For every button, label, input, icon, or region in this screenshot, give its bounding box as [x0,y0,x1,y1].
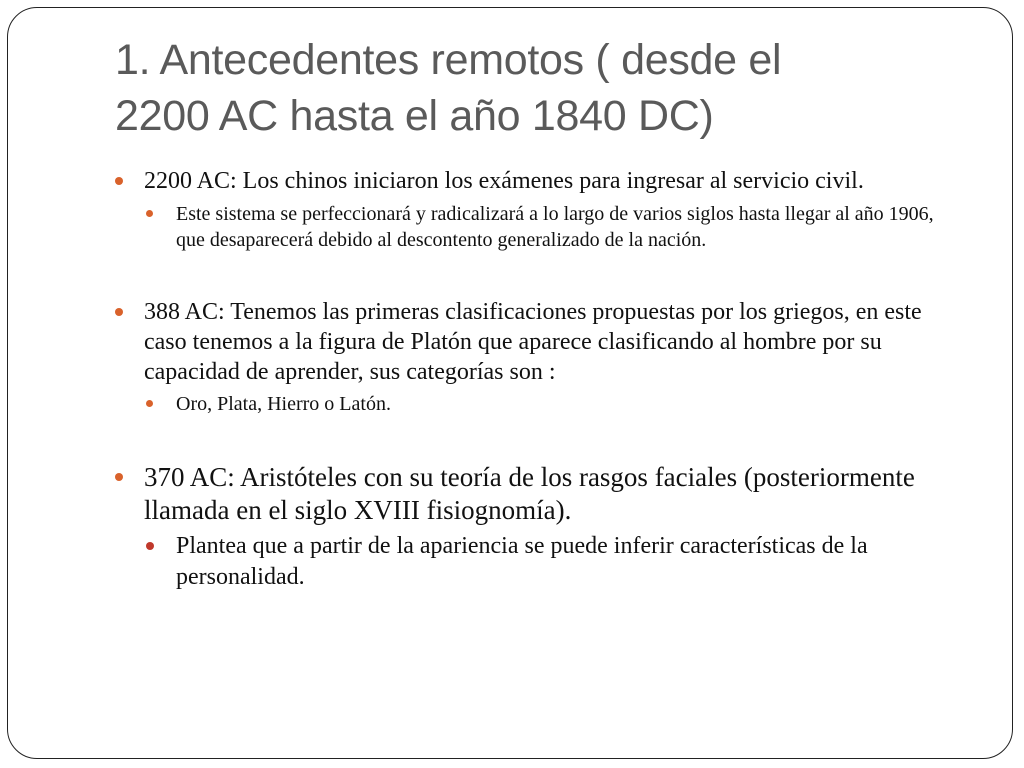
bullet-icon [115,473,123,481]
bullet-text: 370 AC: Aristóteles con su teoría de los rasgos faciales (posteriormente llamada en el siglo XVIII fisiognomía). [144,462,915,525]
title-line-2: 2200 AC hasta el año 1840 DC) [115,92,714,140]
sub-bullet-text: Este sistema se perfeccionará y radicalizará a lo largo de varios siglos hasta llegar al año 1906, que desaparecerá debido al descontento generalizado de la nación. [176,203,934,251]
bullet-icon [115,177,123,185]
slide-title [115,32,975,144]
sub-bullet-icon [146,542,154,550]
bullet-item-388ac [112,297,962,387]
sub-bullet-text: Plantea que a partir de la apariencia se puede inferir características de la personalidad. [176,533,868,590]
slide-body [112,166,962,593]
sub-bullet-icon [146,400,153,407]
sub-bullet-text: Oro, Plata, Hierro o Latón. [176,393,391,415]
sub-bullet-item-apariencia [144,531,962,593]
sub-bullet-icon [146,210,153,217]
bullet-icon [115,308,123,316]
sub-bullet-item-sistema [144,201,962,253]
bullet-text: 2200 AC: Los chinos iniciaron los exámenes para ingresar al servicio civil. [144,168,864,194]
title-line-1: 1. Antecedentes remotos ( desde el [115,36,782,84]
sub-bullet-item-categorias [144,391,962,417]
bullet-text: 388 AC: Tenemos las primeras clasificaciones propuestas por los griegos, en este caso tenemos a la figura de Platón que aparece clasificando al hombre por su capacidad de aprender, sus categorías son : [144,299,922,385]
bullet-item-370ac [112,461,962,527]
bullet-item-2200ac [112,166,962,196]
